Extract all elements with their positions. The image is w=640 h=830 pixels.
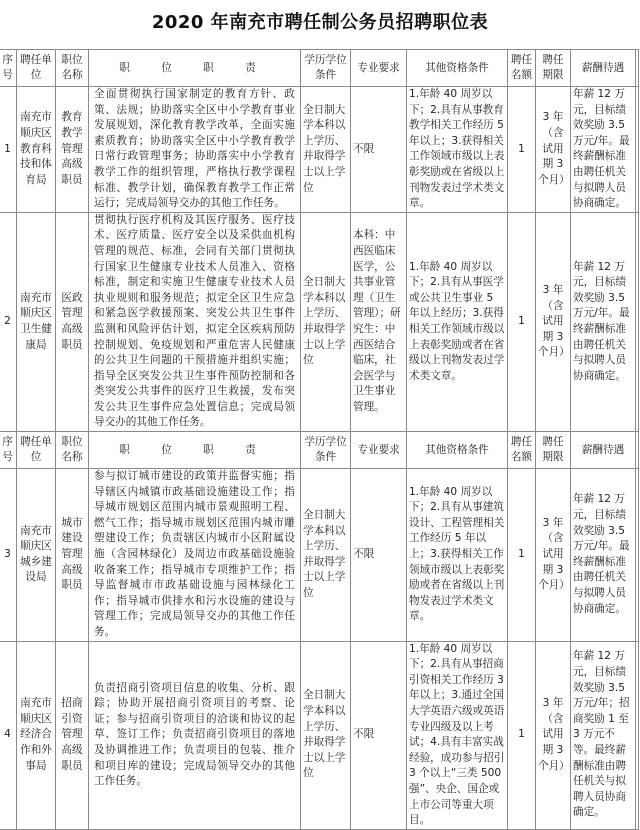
- header-salary: 薪酬待遇: [571, 432, 636, 469]
- header-quota: 聘任名额: [508, 50, 536, 87]
- cell-major: 不限: [351, 469, 407, 642]
- cell-seq: 1: [0, 87, 17, 213]
- table-edge: [636, 641, 639, 829]
- header-term: 聘任期限: [536, 50, 571, 87]
- header-duties: 职 位 职 责: [89, 432, 301, 469]
- cell-seq: 3: [0, 469, 17, 642]
- header-duties: 职 位 职 责: [89, 50, 301, 87]
- cell-other: 1.年龄 40 周岁以下；2.具有从事医学或公共卫生事业 5 年以上经历；3.获得相关工作领域市级以上表彰奖励或者在省级以上刊物发表过学术类文章。: [407, 212, 508, 431]
- table-row: [0, 212, 639, 431]
- header-unit: 聘任单位: [17, 50, 56, 87]
- cell-quota: 1: [508, 469, 536, 642]
- cell-unit: 南充市顺庆区经济合作和外事局: [17, 641, 56, 829]
- cell-position: 教育教学管理高级职员: [56, 87, 89, 213]
- cell-duties: 参与拟订城市建设的政策并监督实施；指导辖区内城镇市政基础设施建设工作；指导城市规划区范围内城市景观照明工程、燃气工作；指导城市规划区范围内城市雕塑建设工作；负责辖区内城市小区附属设施（含园林绿化）及周边市政基础设施验收备案工作；指导城市专项维护工作；指导监督城市市政基础设施与园林绿化工作；指导城市供排水和污水设施的建设与管理工作；完成局领导交办的其他工作任务。: [89, 469, 301, 642]
- cell-other: 1.年龄 40 周岁以下；2.具有从事招商引资相关工作经历 3 年以上；3.通过全国大学英语六级或英语专业四级及以上考试；4.具有丰富实战经验，成功参与招引 3 个以上“三类 500 强”、央企、国企或上市公司等重大项目。: [407, 641, 508, 829]
- table-edge: [636, 50, 639, 87]
- cell-unit: 南充市顺庆区教育科技和体育局: [17, 87, 56, 213]
- page-title: 2020 年南充市聘任制公务员招聘职位表: [151, 12, 489, 33]
- cell-unit: 南充市顺庆区卫生健康局: [17, 212, 56, 431]
- cell-duties: 负责招商引资项目信息的收集、分析、跟踪；协助开展招商引资项目的考察、论证；参与招商引资项目的洽谈和协议的起草、签订工作；负责招商引资项目的落地及协调推进工作；负责项目的包装、推介和项目库的建设；完成局领导交办的其他工作任务。: [89, 641, 301, 829]
- cell-other: 1.年龄 40 周岁以下；2.具有从事教育教学相关工作经历 5 年以上；3.获得相关工作领域市级以上表彰奖励或在省级以上刊物发表过学术类文章。: [407, 87, 508, 213]
- cell-other: 1.年龄 40 周岁以下；2.具有从事建筑设计、工程管理相关工作经历 5 年以上；3.获得相关工作领域市级以上表彰奖励或者在省级以上刊物发表过学术类文章。: [407, 469, 508, 642]
- cell-salary: 年薪 12 万元，目标绩效奖励 3.5 万元/年。最终薪酬标准由聘任机关与拟聘人员协商确定。: [571, 212, 636, 431]
- cell-salary: 年薪 12 万元，目标绩效奖励 3.5 万元/年；招商奖励 1 至 3 万元不等。最终薪酬标准由聘任机关与拟聘人员协商确定。: [571, 641, 636, 829]
- header-row: [0, 50, 639, 87]
- table-row: [0, 641, 639, 829]
- cell-major: 不限: [351, 87, 407, 213]
- cell-quota: 1: [508, 87, 536, 213]
- header-quota: 聘任名额: [508, 432, 536, 469]
- header-other: 其他资格条件: [407, 432, 508, 469]
- cell-duties: 贯彻执行医疗机构及其医疗服务、医疗技术、医疗质量、医疗安全以及采供血机构管理的规范、标准，会同有关部门贯彻执行国家卫生健康专业技术人员准入、资格标准，制定和实施卫生健康专业技术人员执业规则和服务规范；拟定全区卫生应急和紧急医学救援预案、突发公共卫生事件监测和风险评估计划，拟定全区疾病预防控制规划、免疫规划和严重危害人民健康的公共卫生问题的干预措施并组织实施；指导全区突发公共卫生事件预防控制和各类突发公共事件的医疗卫生救援，发布突发公共卫生事件应急处置信息；完成局领导交办的其他工作任务。: [89, 212, 301, 431]
- cell-major: 本科：中西医临床医学，公共事业管理（卫生管理）；研究生：中西医结合临床，社会医学与卫生事业管理。: [351, 212, 407, 431]
- cell-position: 城市建设管理高级职员: [56, 469, 89, 642]
- cell-position: 医政管理高级职员: [56, 212, 89, 431]
- header-seq: 序号: [0, 432, 17, 469]
- header-major: 专业要求: [351, 432, 407, 469]
- header-term: 聘任期限: [536, 432, 571, 469]
- cell-unit: 南充市顺庆区城乡建设局: [17, 469, 56, 642]
- cell-salary: 年薪 12 万元，目标绩效奖励 3.5 万元/年。最终薪酬标准由聘任机关与拟聘人员协商确定。: [571, 87, 636, 213]
- header-education: 学历学位条件: [301, 50, 351, 87]
- cell-position: 招商引资管理高级职员: [56, 641, 89, 829]
- header-position: 职位名称: [56, 432, 89, 469]
- header-salary: 薪酬待遇: [571, 50, 636, 87]
- table-edge: [636, 469, 639, 642]
- cell-term: 3 年（含试用期 3 个月）: [536, 212, 571, 431]
- header-unit: 聘任单位: [17, 432, 56, 469]
- cell-term: 3 年（含试用期 3 个月）: [536, 87, 571, 213]
- cell-quota: 1: [508, 641, 536, 829]
- cell-term: 3 年（含试用期 3 个月）: [536, 641, 571, 829]
- cell-salary: 年薪 12 万元，目标绩效奖励 3.5 万元/年。最终薪酬标准由聘任机关与拟聘人员协商确定。: [571, 469, 636, 642]
- header-position: 职位名称: [56, 50, 89, 87]
- header-seq: 序号: [0, 50, 17, 87]
- cell-seq: 2: [0, 212, 17, 431]
- cell-term: 3 年（含试用期 3 个月）: [536, 469, 571, 642]
- positions-table: [0, 49, 639, 830]
- header-other: 其他资格条件: [407, 50, 508, 87]
- cell-quota: 1: [508, 212, 536, 431]
- table-row: [0, 87, 639, 213]
- cell-education: 全日制大学本科以上学历、并取得学士以上学位: [301, 469, 351, 642]
- header-row: [0, 432, 639, 469]
- cell-duties: 全面贯彻执行国家制定的教育方针、政策、法规；协助落实全区中小学教育事业发展规划，深化教育教学改革，全面实施素质教育；协助落实全区中小学教育教学日常行政管理事务；协助落实中小学教育教学工作的组织管理，严格执行教学课程标准、教学计划，确保教育教学工作正常运行；完成局领导交办的其他工作任务。: [89, 87, 301, 213]
- table-edge: [636, 212, 639, 431]
- cell-seq: 4: [0, 641, 17, 829]
- table-edge: [636, 432, 639, 469]
- cell-education: 全日制大学本科以上学历、并取得学士以上学位: [301, 87, 351, 213]
- cell-major: 不限: [351, 641, 407, 829]
- table-row: [0, 469, 639, 642]
- header-education: 学历学位条件: [301, 432, 351, 469]
- header-major: 专业要求: [351, 50, 407, 87]
- cell-education: 全日制大学本科以上学历、并取得学士以上学位: [301, 212, 351, 431]
- table-edge: [636, 87, 639, 213]
- cell-education: 全日制大学本科以上学历、并取得学士以上学位: [301, 641, 351, 829]
